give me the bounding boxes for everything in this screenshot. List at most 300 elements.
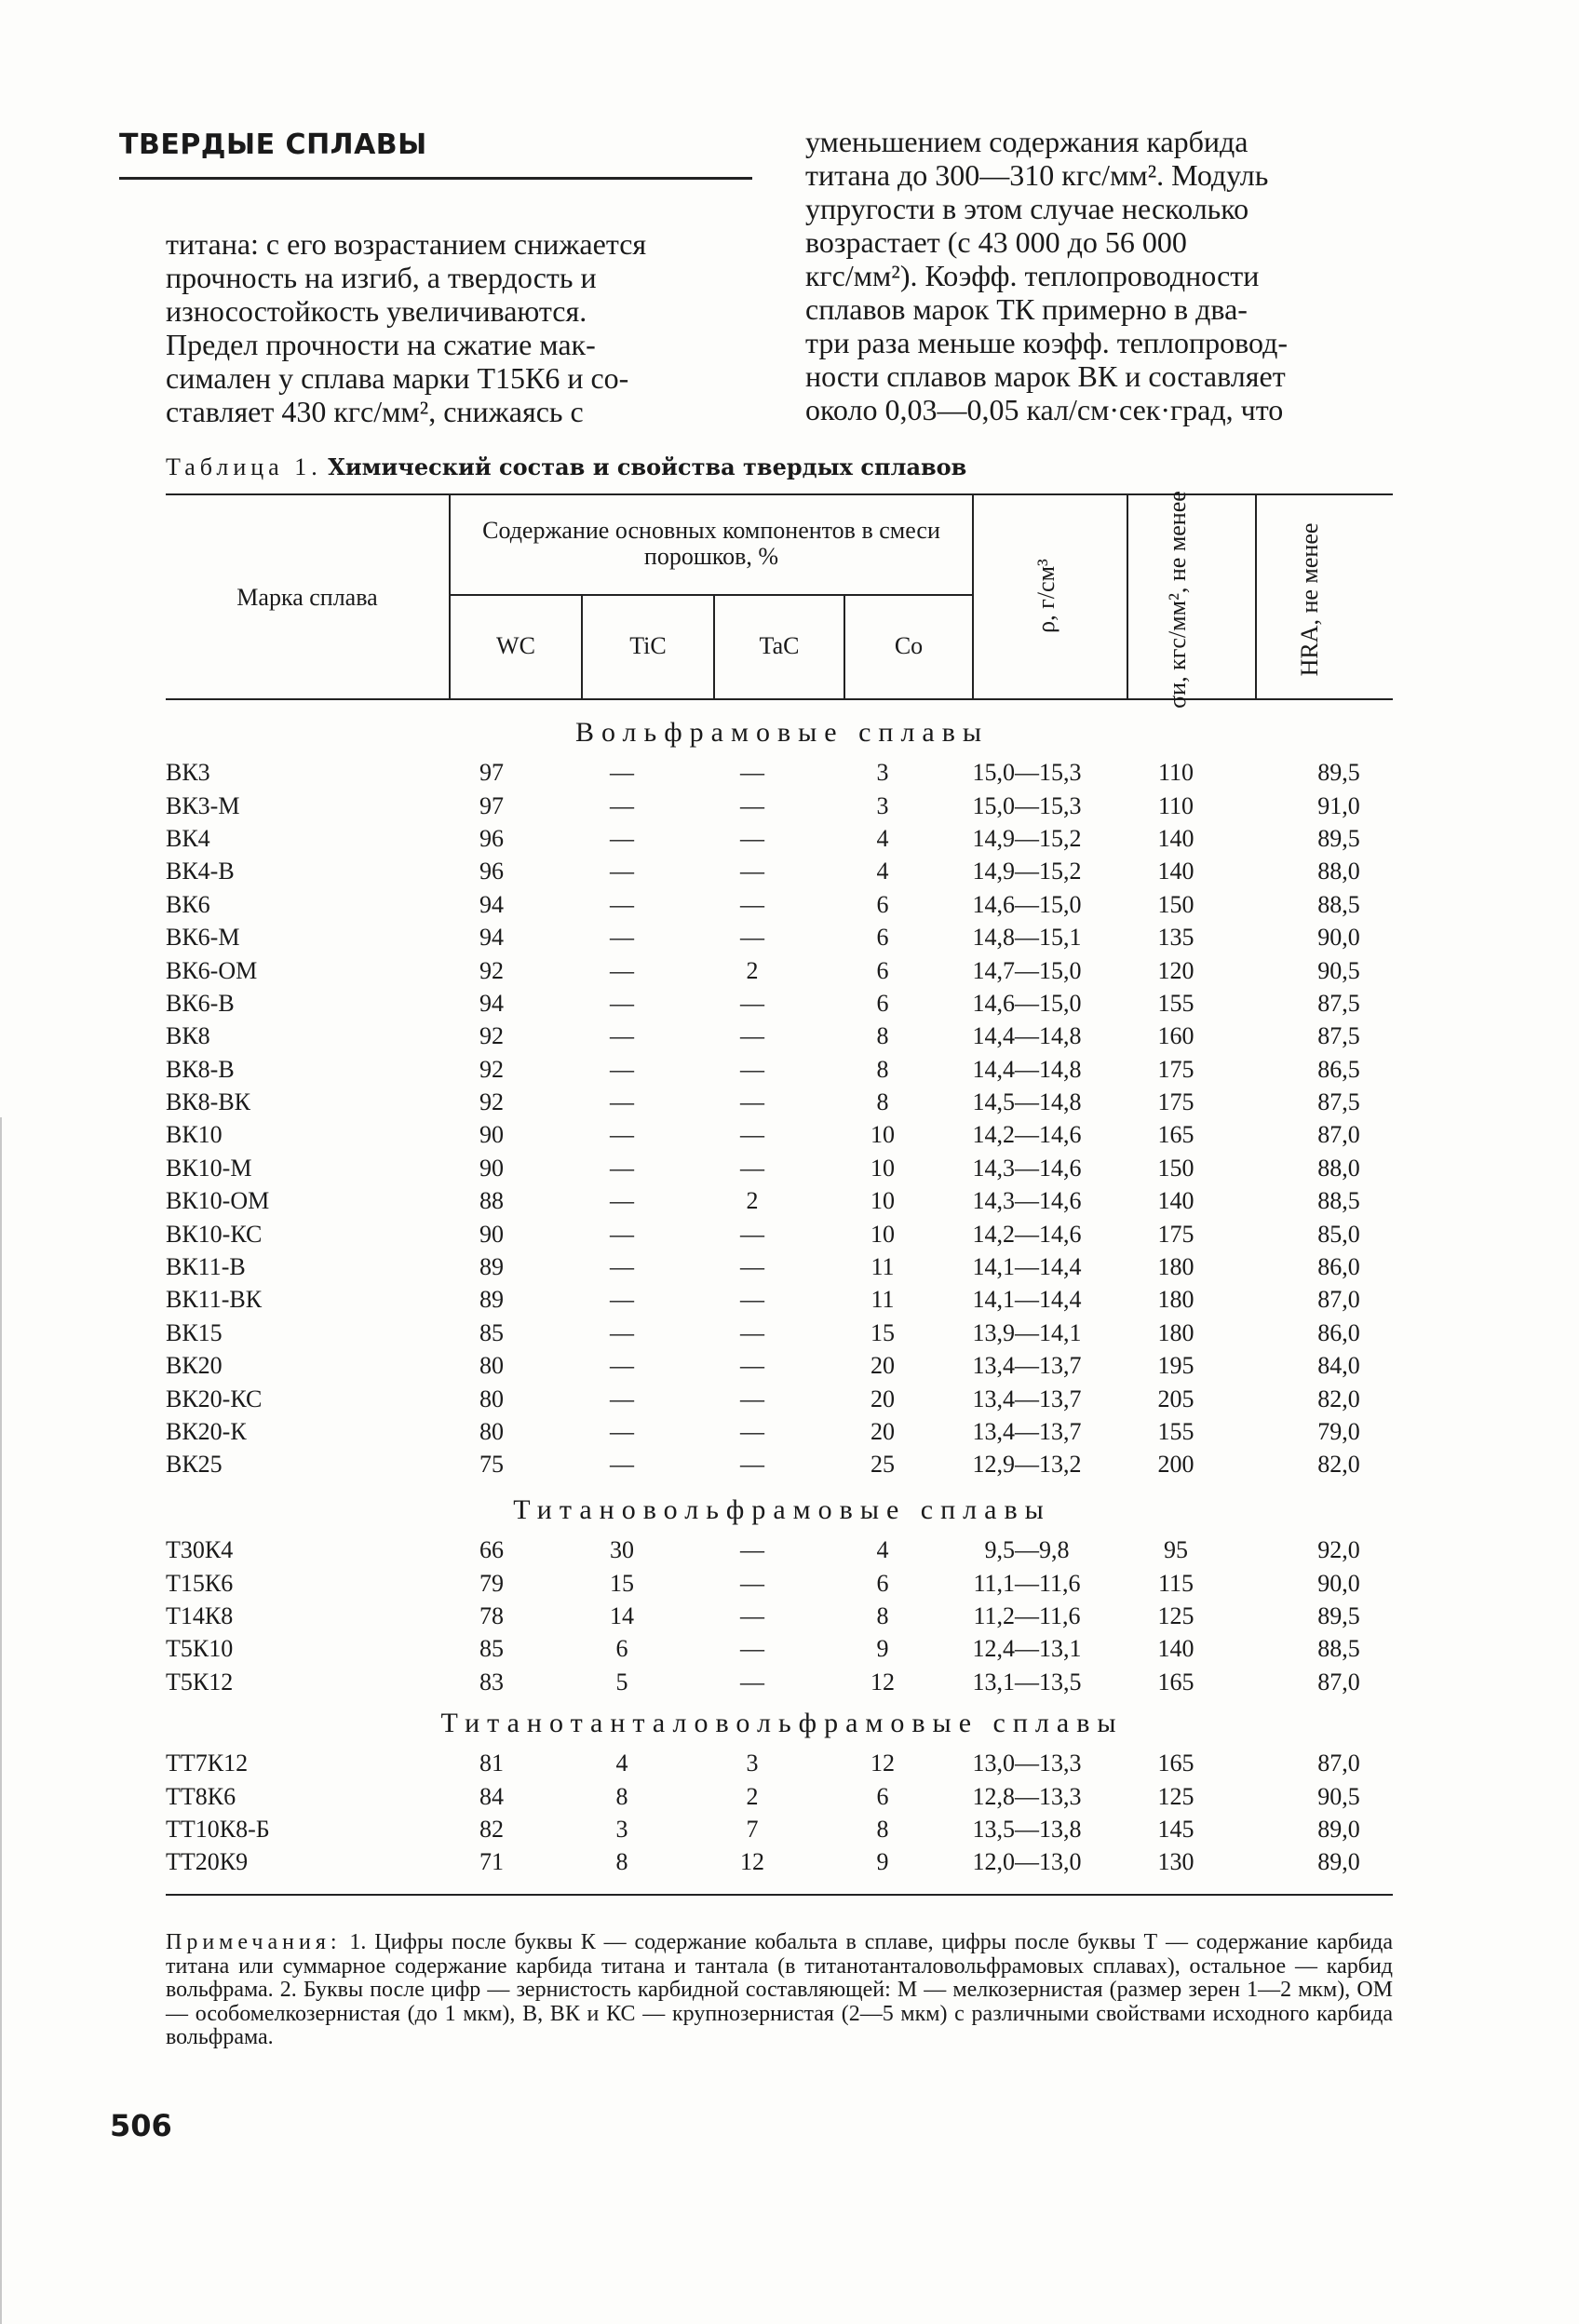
cell-grade: ВК8 [166,1022,210,1050]
cell-wc: 96 [479,858,504,885]
cell-density: 14,2—14,6 [972,1121,1082,1149]
table-row [166,1845,1432,1878]
cell-tac: — [740,1601,764,1629]
cell-sigma: 165 [1157,1121,1194,1149]
table-row [166,756,1432,789]
text-line: Предел прочности на сжатие мак- [166,328,596,361]
table-row [166,789,1432,821]
table-row [166,855,1432,887]
text-line: титана до 300—310 кгс/мм². Модуль [805,158,1269,192]
table-row [166,1382,1432,1414]
cell-hra: 87,0 [1317,1286,1360,1314]
cell-sigma: 160 [1157,1022,1194,1050]
cell-tic: — [610,924,634,952]
cell-hra: 86,0 [1317,1253,1360,1281]
cell-tic: 6 [615,1635,628,1663]
table-row [166,1250,1432,1283]
table-row [166,1666,1432,1698]
cell-wc: 85 [479,1635,504,1663]
table-row [166,1053,1432,1086]
cell-tic: — [610,1022,634,1050]
cell-wc: 92 [479,1022,504,1050]
cell-tic: 30 [610,1536,634,1564]
cell-grade: ТТ10К8-Б [166,1815,270,1843]
cell-density: 14,3—14,6 [972,1187,1082,1215]
cell-sigma: 125 [1157,1601,1194,1629]
cell-hra: 89,0 [1317,1815,1360,1843]
cell-hra: 92,0 [1317,1536,1360,1564]
cell-tic: 15 [610,1569,634,1597]
cell-density: 12,8—13,3 [972,1782,1082,1810]
cell-tac: — [740,1569,764,1597]
cell-sigma: 155 [1157,989,1194,1017]
cell-tac: 3 [746,1750,759,1777]
cell-co: 15 [870,1318,895,1346]
cell-wc: 94 [479,989,504,1017]
cell-wc: 90 [479,1121,504,1149]
table-row [166,1779,1432,1812]
cell-hra: 85,0 [1317,1220,1360,1248]
cell-grade: ВК11-В [166,1253,246,1281]
cell-hra: 87,5 [1317,1022,1360,1050]
table-row [166,1217,1432,1250]
cell-density: 14,4—14,8 [972,1055,1082,1083]
cell-grade: ВК20-КС [166,1385,263,1412]
table-row [166,1317,1432,1349]
cell-co: 20 [870,1352,895,1380]
header-hra: HRA, не менее [1296,522,1323,677]
cell-tac: 2 [746,956,759,984]
cell-hra: 86,0 [1317,1318,1360,1346]
cell-density: 15,0—15,3 [972,759,1082,787]
text-line: кгс/мм²). Коэфф. теплопроводности [805,259,1260,292]
cell-tac: — [740,759,764,787]
table-group-titanium-tantalum-tungsten [166,1747,1432,1879]
cell-co: 4 [876,858,889,885]
cell-density: 14,9—15,2 [972,858,1082,885]
cell-tic: — [610,890,634,918]
text-line: возрастает (с 43 000 до 56 000 [805,225,1187,259]
cell-sigma: 150 [1157,1154,1194,1182]
table-row [166,1086,1432,1118]
cell-tic: — [610,1318,634,1346]
cell-density: 12,9—13,2 [972,1451,1082,1479]
header-co: Co [894,632,924,659]
cell-hra: 87,5 [1317,989,1360,1017]
cell-sigma: 135 [1157,924,1194,952]
cell-wc: 89 [479,1286,504,1314]
cell-tic: 4 [615,1750,628,1777]
cell-grade: ВК8-В [166,1055,235,1083]
cell-grade: ВК11-ВК [166,1286,263,1314]
cell-tac: — [740,1121,764,1149]
cell-density: 14,7—15,0 [972,956,1082,984]
cell-tac: — [740,890,764,918]
notes-text: 1. Цифры после буквы К — содержание кобальта в сплаве, цифры после буквы Т — содержание карбида титана или суммарное содержание карбида титана и тантала (в титанотанталовольфрамовых сплавах), остальное — карбид вольфрама. 2. Буквы после цифр — зернистость карбидной составляющей: М — мелкозернистая (размер зерен 1—2 мкм), ОМ — особомелкозернистая (до 1 мкм), В, ВК и КС — крупнозернистая (2—5 мкм) с различными свойствами исходного карбида вольфрама. [166,1930,1394,2050]
cell-hra: 90,5 [1317,1782,1360,1810]
cell-tic: — [610,1451,634,1479]
cell-hra: 87,0 [1317,1121,1360,1149]
cell-co: 11 [870,1253,895,1281]
cell-grade: ВК6-ОМ [166,956,258,984]
cell-tac: — [740,1220,764,1248]
cell-grade: ВК3-М [166,791,240,819]
cell-density: 14,8—15,1 [972,924,1082,952]
cell-wc: 85 [479,1318,504,1346]
text-line: износостойкость увеличиваются. [166,294,587,328]
body-text-right [805,125,1394,426]
text-line: титана: с его возрастанием снижается [166,227,647,261]
text-line: сплавов марок ТК примерно в два- [805,292,1248,326]
cell-tac: 12 [740,1848,764,1876]
cell-tac: — [740,1536,764,1564]
cell-co: 8 [876,1055,889,1083]
cell-tac: — [740,1286,764,1314]
cell-wc: 83 [479,1668,504,1696]
cell-tac: — [740,989,764,1017]
cell-density: 14,4—14,8 [972,1022,1082,1050]
text-line: три раза меньше коэфф. теплопровод- [805,326,1289,359]
header-density: ρ, г/см³ [1032,559,1059,633]
cell-wc: 90 [479,1220,504,1248]
cell-sigma: 145 [1157,1815,1194,1843]
cell-sigma: 165 [1157,1668,1194,1696]
cell-tic: — [610,956,634,984]
cell-wc: 92 [479,1055,504,1083]
cell-grade: ВК25 [166,1451,223,1479]
cell-co: 6 [876,956,889,984]
cell-sigma: 140 [1157,858,1194,885]
cell-hra: 91,0 [1317,791,1360,819]
header-sigma: σи, кгс/мм², не менее [1164,491,1191,709]
cell-tic: — [610,1121,634,1149]
cell-tic: 3 [615,1815,628,1843]
table-caption-label: Таблица 1. [166,453,322,480]
cell-sigma: 140 [1157,824,1194,852]
cell-wc: 89 [479,1253,504,1281]
cell-co: 8 [876,1088,889,1116]
cell-density: 11,1—11,6 [973,1569,1081,1597]
cell-co: 20 [870,1418,895,1445]
text-line: ности сплавов марок ВК и составляет [805,359,1286,393]
cell-hra: 82,0 [1317,1451,1360,1479]
text-line: прочность на изгиб, а твердость и [166,261,597,294]
cell-tic: 5 [615,1668,628,1696]
cell-hra: 79,0 [1317,1418,1360,1445]
cell-tac: — [740,1022,764,1050]
cell-tic: — [610,1187,634,1215]
text-line: упругости в этом случае несколько [805,192,1249,225]
cell-hra: 89,0 [1317,1848,1360,1876]
text-line: ставляет 430 кгс/мм², снижаясь с [166,395,584,428]
cell-co: 9 [876,1635,889,1663]
cell-tic: — [610,1385,634,1412]
header-tac: TaC [759,632,800,659]
cell-sigma: 165 [1157,1750,1194,1777]
cell-wc: 81 [479,1750,504,1777]
cell-hra: 89,5 [1317,1601,1360,1629]
cell-tac: 2 [746,1187,759,1215]
cell-density: 13,9—14,1 [972,1318,1082,1346]
cell-tac: — [740,1668,764,1696]
cell-density: 12,4—13,1 [972,1635,1082,1663]
cell-tic: — [610,759,634,787]
cell-grade: ВК6 [166,890,210,918]
cell-density: 13,4—13,7 [972,1385,1082,1412]
cell-sigma: 140 [1157,1187,1194,1215]
cell-co: 11 [870,1286,895,1314]
cell-grade: Т5К12 [166,1668,234,1696]
cell-tic: — [610,791,634,819]
cell-hra: 90,0 [1317,1569,1360,1597]
cell-tic: — [610,858,634,885]
table-row [166,1415,1432,1448]
text-line: около 0,03—0,05 кал/см·сек·град, что [805,393,1284,426]
table-group-titanium-tungsten [166,1534,1432,1698]
cell-hra: 86,5 [1317,1055,1360,1083]
cell-co: 8 [876,1022,889,1050]
cell-grade: Т15К6 [166,1569,234,1597]
cell-grade: ВК3 [166,759,210,787]
cell-co: 3 [876,791,889,819]
group-title-titanium-tungsten: Титановольфрамовые сплавы [513,1494,1051,1525]
cell-wc: 84 [479,1782,504,1810]
cell-tac: — [740,924,764,952]
cell-tic: — [610,1286,634,1314]
cell-grade: ВК20 [166,1352,223,1380]
cell-grade: ВК15 [166,1318,223,1346]
cell-tic: — [610,1220,634,1248]
cell-tac: — [740,1385,764,1412]
table-row [166,1184,1432,1217]
cell-hra: 88,0 [1317,1154,1360,1182]
cell-density: 14,6—15,0 [972,890,1082,918]
cell-sigma: 155 [1157,1418,1194,1445]
cell-grade: ВК10-ОМ [166,1187,270,1215]
cell-grade: ВК6-М [166,924,240,952]
cell-wc: 66 [479,1536,504,1564]
cell-co: 6 [876,1782,889,1810]
cell-tic: — [610,1253,634,1281]
cell-hra: 89,5 [1317,824,1360,852]
table-row [166,953,1432,986]
cell-sigma: 180 [1157,1318,1194,1346]
cell-tic: — [610,1055,634,1083]
cell-tac: — [740,1318,764,1346]
page-number: 506 [110,2108,172,2143]
cell-co: 8 [876,1601,889,1629]
table-group-tungsten [166,756,1432,1481]
table-row [166,822,1432,855]
cell-tic: — [610,1352,634,1380]
cell-density: 14,1—14,4 [972,1253,1082,1281]
cell-tac: — [740,791,764,819]
header-tic: TiC [629,632,667,659]
cell-sigma: 130 [1157,1848,1194,1876]
cell-wc: 94 [479,890,504,918]
cell-density: 14,3—14,6 [972,1154,1082,1182]
cell-hra: 90,0 [1317,924,1360,952]
cell-density: 14,5—14,8 [972,1088,1082,1116]
cell-sigma: 95 [1164,1536,1188,1564]
cell-sigma: 115 [1157,1569,1194,1597]
cell-wc: 92 [479,956,504,984]
header-grade: Марка сплава [236,584,378,611]
header-composition: Содержание основных компонентов в смеси порошков, % [482,517,940,570]
cell-hra: 88,5 [1317,1187,1360,1215]
cell-density: 14,6—15,0 [972,989,1082,1017]
table-row [166,1632,1432,1665]
cell-wc: 79 [479,1569,504,1597]
composition-rule [451,594,972,596]
cell-grade: ТТ8К6 [166,1782,236,1810]
cell-density: 9,5—9,8 [984,1536,1070,1564]
cell-sigma: 175 [1157,1055,1194,1083]
cell-tac: — [740,1088,764,1116]
cell-tic: — [610,824,634,852]
section-title: ТВЕРДЫЕ СПЛАВЫ [119,128,427,161]
cell-grade: Т5К10 [166,1635,234,1663]
header-wc: WC [496,632,535,659]
cell-density: 14,2—14,6 [972,1220,1082,1248]
cell-wc: 75 [479,1451,504,1479]
cell-tic: — [610,989,634,1017]
title-rule [119,177,752,180]
cell-density: 13,5—13,8 [972,1815,1082,1843]
cell-sigma: 175 [1157,1220,1194,1248]
cell-density: 13,1—13,5 [972,1668,1082,1696]
cell-sigma: 125 [1157,1782,1194,1810]
cell-tic: 8 [615,1848,628,1876]
cell-tac: — [740,1154,764,1182]
table-row [166,1448,1432,1480]
cell-wc: 97 [479,759,504,787]
cell-density: 13,4—13,7 [972,1418,1082,1445]
cell-wc: 82 [479,1815,504,1843]
cell-sigma: 205 [1157,1385,1194,1412]
cell-tic: 14 [610,1601,634,1629]
cell-co: 6 [876,1569,889,1597]
cell-hra: 90,5 [1317,956,1360,984]
cell-wc: 96 [479,824,504,852]
cell-co: 10 [870,1220,895,1248]
cell-wc: 80 [479,1385,504,1412]
table-bottom-rule [166,1894,1393,1896]
text-line: уменьшением содержания карбида [805,125,1248,158]
table-row [166,1283,1432,1316]
cell-tic: 8 [615,1782,628,1810]
table-row [166,1020,1432,1052]
cell-tac: — [740,1253,764,1281]
header-divider [449,495,451,698]
cell-grade: ВК8-ВК [166,1088,251,1116]
cell-density: 14,1—14,4 [972,1286,1082,1314]
cell-density: 13,4—13,7 [972,1352,1082,1380]
table-row [166,987,1432,1020]
notes-label: Примечания: [166,1930,342,1954]
cell-co: 12 [870,1668,895,1696]
table-row [166,1349,1432,1382]
table-row [166,1534,1432,1566]
table-notes [166,1931,1393,2050]
cell-tac: — [740,1418,764,1445]
header-divider [1255,495,1257,698]
cell-wc: 80 [479,1352,504,1380]
cell-co: 3 [876,759,889,787]
cell-sigma: 195 [1157,1352,1194,1380]
cell-tac: 2 [746,1782,759,1810]
scan-edge [0,1117,2,2324]
cell-hra: 89,5 [1317,759,1360,787]
cell-hra: 82,0 [1317,1385,1360,1412]
cell-co: 8 [876,1815,889,1843]
cell-co: 6 [876,924,889,952]
cell-sigma: 110 [1157,759,1194,787]
cell-tac: — [740,1055,764,1083]
cell-sigma: 175 [1157,1088,1194,1116]
cell-co: 12 [870,1750,895,1777]
cell-co: 4 [876,824,889,852]
body-text-left [166,227,752,428]
cell-wc: 94 [479,924,504,952]
header-divider [972,495,974,698]
table-caption-title: Химический состав и свойства твердых сплавов [328,453,967,480]
cell-tac: — [740,824,764,852]
cell-co: 20 [870,1385,895,1412]
cell-grade: ВК10-М [166,1154,252,1182]
cell-hra: 84,0 [1317,1352,1360,1380]
cell-co: 9 [876,1848,889,1876]
cell-sigma: 200 [1157,1451,1194,1479]
table-row [166,1600,1432,1632]
cell-tac: — [740,858,764,885]
cell-hra: 87,0 [1317,1750,1360,1777]
cell-grade: ТТ7К12 [166,1750,249,1777]
table-row [166,1118,1432,1151]
cell-wc: 88 [479,1187,504,1215]
cell-co: 10 [870,1121,895,1149]
cell-co: 6 [876,890,889,918]
cell-tac: — [740,1352,764,1380]
cell-sigma: 150 [1157,890,1194,918]
group-title-tungsten: Вольфрамовые сплавы [574,717,990,748]
cell-grade: Т14К8 [166,1601,234,1629]
cell-wc: 78 [479,1601,504,1629]
cell-tac: 7 [746,1815,759,1843]
table-row [166,1152,1432,1184]
table-row [166,888,1432,921]
cell-hra: 88,5 [1317,890,1360,918]
cell-grade: ВК4-В [166,858,235,885]
cell-grade: Т30К4 [166,1536,234,1564]
cell-grade: ТТ20К9 [166,1848,249,1876]
table-row [166,921,1432,953]
cell-hra: 88,5 [1317,1635,1360,1663]
table-row [166,1813,1432,1845]
cell-tac: — [740,1635,764,1663]
header-divider [1127,495,1128,698]
cell-density: 15,0—15,3 [972,791,1082,819]
cell-wc: 92 [479,1088,504,1116]
cell-co: 4 [876,1536,889,1564]
cell-grade: ВК20-К [166,1418,247,1445]
cell-tic: — [610,1088,634,1116]
group-title-titanium-tantalum-tungsten: Титанотанталовольфрамовые сплавы [440,1708,1124,1738]
cell-grade: ВК10-КС [166,1220,263,1248]
cell-density: 11,2—11,6 [973,1601,1081,1629]
cell-co: 6 [876,989,889,1017]
cell-co: 25 [870,1451,895,1479]
